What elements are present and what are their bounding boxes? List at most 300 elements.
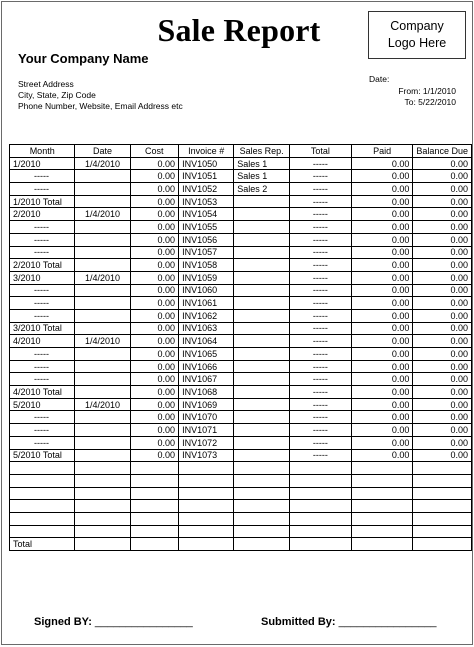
- company-address-block: [18, 79, 183, 112]
- contact-info: Phone Number, Website, Email Address etc: [18, 101, 183, 111]
- date-cell: [75, 246, 130, 259]
- month-cell: -----: [10, 183, 75, 196]
- cost-cell: 0.00: [130, 424, 179, 437]
- month-cell: 4/2010: [10, 335, 75, 348]
- date-cell: [75, 221, 130, 234]
- total-cell: [290, 512, 352, 525]
- invoice-cell: INV1058: [179, 259, 234, 272]
- invoice-cell: INV1073: [179, 449, 234, 462]
- date-cell: [75, 360, 130, 373]
- balance-due-cell: 0.00: [413, 183, 472, 196]
- column-header: Balance Due: [413, 145, 472, 158]
- cost-cell: 0.00: [130, 233, 179, 246]
- month-cell: -----: [10, 373, 75, 386]
- month-cell: [10, 462, 75, 475]
- cost-cell: 0.00: [130, 386, 179, 399]
- table-row: [10, 538, 472, 551]
- submitted-by-field[interactable]: [261, 616, 437, 628]
- sales-rep-cell: [234, 525, 290, 538]
- invoice-cell: INV1050: [179, 157, 234, 170]
- date-cell: [75, 309, 130, 322]
- balance-due-cell: 0.00: [413, 335, 472, 348]
- balance-due-cell: 0.00: [413, 449, 472, 462]
- sales-rep-cell: [234, 474, 290, 487]
- company-name: Your Company Name: [18, 51, 149, 66]
- cost-cell: 0.00: [130, 259, 179, 272]
- sales-rep-cell: Sales 2: [234, 183, 290, 196]
- table-row: [10, 373, 472, 386]
- total-cell: -----: [290, 246, 352, 259]
- total-cell: [290, 462, 352, 475]
- total-cell: -----: [290, 208, 352, 221]
- sales-rep-cell: [234, 195, 290, 208]
- invoice-cell: INV1053: [179, 195, 234, 208]
- month-cell: 5/2010: [10, 398, 75, 411]
- sales-rep-cell: [234, 500, 290, 513]
- invoice-cell: INV1066: [179, 360, 234, 373]
- sales-table: [9, 144, 472, 551]
- table-row: [10, 284, 472, 297]
- invoice-cell: INV1069: [179, 398, 234, 411]
- sales-rep-cell: [234, 398, 290, 411]
- cost-cell: 0.00: [130, 221, 179, 234]
- company-logo-placeholder: [368, 11, 466, 59]
- sales-rep-cell: [234, 449, 290, 462]
- total-cell: [290, 525, 352, 538]
- total-cell: -----: [290, 309, 352, 322]
- balance-due-cell: 0.00: [413, 398, 472, 411]
- city-state-zip: City, State, Zip Code: [18, 90, 96, 100]
- cost-cell: [130, 487, 179, 500]
- balance-due-cell: 0.00: [413, 309, 472, 322]
- invoice-cell: [179, 512, 234, 525]
- paid-cell: 0.00: [351, 436, 413, 449]
- month-cell: -----: [10, 424, 75, 437]
- cost-cell: 0.00: [130, 284, 179, 297]
- sales-rep-cell: Sales 1: [234, 157, 290, 170]
- sales-rep-cell: [234, 538, 290, 551]
- paid-cell: [351, 538, 413, 551]
- cost-cell: 0.00: [130, 183, 179, 196]
- date-cell: [75, 322, 130, 335]
- month-cell: -----: [10, 436, 75, 449]
- sales-rep-cell: [234, 386, 290, 399]
- balance-due-cell: 0.00: [413, 297, 472, 310]
- total-cell: -----: [290, 398, 352, 411]
- total-cell: -----: [290, 183, 352, 196]
- table-row: [10, 195, 472, 208]
- date-cell: [75, 436, 130, 449]
- invoice-cell: [179, 500, 234, 513]
- table-row: [10, 398, 472, 411]
- invoice-cell: [179, 525, 234, 538]
- balance-due-cell: 0.00: [413, 360, 472, 373]
- balance-due-cell: 0.00: [413, 322, 472, 335]
- month-cell: -----: [10, 297, 75, 310]
- cost-cell: [130, 474, 179, 487]
- table-row: [10, 525, 472, 538]
- sales-rep-cell: [234, 208, 290, 221]
- cost-cell: 0.00: [130, 348, 179, 361]
- date-cell: [75, 500, 130, 513]
- invoice-cell: INV1057: [179, 246, 234, 259]
- total-cell: -----: [290, 360, 352, 373]
- paid-cell: 0.00: [351, 157, 413, 170]
- cost-cell: 0.00: [130, 411, 179, 424]
- month-cell: -----: [10, 284, 75, 297]
- sales-rep-cell: [234, 221, 290, 234]
- invoice-cell: [179, 487, 234, 500]
- table-row: [10, 322, 472, 335]
- date-cell: [75, 170, 130, 183]
- paid-cell: 0.00: [351, 398, 413, 411]
- signed-by-line[interactable]: ________________: [94, 616, 193, 628]
- invoice-cell: [179, 474, 234, 487]
- table-row: [10, 424, 472, 437]
- table-row: [10, 271, 472, 284]
- total-cell: -----: [290, 157, 352, 170]
- sales-rep-cell: [234, 259, 290, 272]
- total-cell: -----: [290, 170, 352, 183]
- sales-rep-cell: [234, 271, 290, 284]
- date-cell: 1/4/2010: [75, 157, 130, 170]
- table-row: [10, 335, 472, 348]
- total-cell: -----: [290, 373, 352, 386]
- cost-cell: 0.00: [130, 208, 179, 221]
- sales-rep-cell: [234, 322, 290, 335]
- cost-cell: 0.00: [130, 309, 179, 322]
- submitted-by-line[interactable]: ________________: [338, 616, 437, 628]
- paid-cell: 0.00: [351, 271, 413, 284]
- table-row: [10, 233, 472, 246]
- date-cell: [75, 386, 130, 399]
- logo-line-2: Logo Here: [387, 36, 447, 50]
- total-cell: -----: [290, 322, 352, 335]
- paid-cell: 0.00: [351, 208, 413, 221]
- column-header: Paid: [351, 145, 413, 158]
- sales-rep-cell: [234, 360, 290, 373]
- sales-rep-cell: [234, 373, 290, 386]
- balance-due-cell: 0.00: [413, 233, 472, 246]
- sales-rep-cell: [234, 284, 290, 297]
- sales-rep-cell: [234, 348, 290, 361]
- date-cell: [75, 487, 130, 500]
- invoice-cell: [179, 462, 234, 475]
- invoice-cell: INV1072: [179, 436, 234, 449]
- cost-cell: [130, 512, 179, 525]
- sales-rep-cell: [234, 424, 290, 437]
- paid-cell: 0.00: [351, 449, 413, 462]
- paid-cell: 0.00: [351, 360, 413, 373]
- sales-rep-cell: [234, 246, 290, 259]
- balance-due-cell: 0.00: [413, 208, 472, 221]
- month-cell: 3/2010: [10, 271, 75, 284]
- invoice-cell: INV1071: [179, 424, 234, 437]
- month-cell: -----: [10, 360, 75, 373]
- balance-due-cell: [413, 462, 472, 475]
- sales-rep-cell: [234, 436, 290, 449]
- month-cell: [10, 512, 75, 525]
- total-cell: [290, 487, 352, 500]
- date-cell: [75, 411, 130, 424]
- paid-cell: 0.00: [351, 259, 413, 272]
- cost-cell: [130, 538, 179, 551]
- date-cell: [75, 183, 130, 196]
- invoice-cell: INV1070: [179, 411, 234, 424]
- sales-rep-cell: [234, 335, 290, 348]
- date-cell: [75, 474, 130, 487]
- paid-cell: 0.00: [351, 424, 413, 437]
- invoice-cell: [179, 538, 234, 551]
- date-cell: [75, 462, 130, 475]
- cost-cell: 0.00: [130, 297, 179, 310]
- sales-rep-cell: [234, 462, 290, 475]
- paid-cell: [351, 500, 413, 513]
- balance-due-cell: 0.00: [413, 411, 472, 424]
- date-cell: [75, 449, 130, 462]
- month-cell: 2/2010 Total: [10, 259, 75, 272]
- balance-due-cell: 0.00: [413, 373, 472, 386]
- total-cell: -----: [290, 449, 352, 462]
- date-cell: [75, 373, 130, 386]
- month-cell: 1/2010 Total: [10, 195, 75, 208]
- paid-cell: 0.00: [351, 348, 413, 361]
- invoice-cell: INV1064: [179, 335, 234, 348]
- column-header: Date: [75, 145, 130, 158]
- date-to: To: 5/22/2010: [404, 97, 456, 107]
- paid-cell: 0.00: [351, 246, 413, 259]
- table-row: [10, 462, 472, 475]
- date-cell: [75, 538, 130, 551]
- date-cell: [75, 297, 130, 310]
- invoice-cell: INV1068: [179, 386, 234, 399]
- table-row: [10, 208, 472, 221]
- date-from: From: 1/1/2010: [398, 86, 456, 96]
- table-row: [10, 183, 472, 196]
- balance-due-cell: 0.00: [413, 348, 472, 361]
- cost-cell: 0.00: [130, 157, 179, 170]
- table-row: [10, 474, 472, 487]
- balance-due-cell: [413, 525, 472, 538]
- date-cell: [75, 525, 130, 538]
- balance-due-cell: 0.00: [413, 284, 472, 297]
- invoice-cell: INV1056: [179, 233, 234, 246]
- date-range: [398, 86, 456, 108]
- balance-due-cell: [413, 487, 472, 500]
- table-row: [10, 170, 472, 183]
- balance-due-cell: [413, 538, 472, 551]
- total-cell: -----: [290, 195, 352, 208]
- balance-due-cell: [413, 474, 472, 487]
- balance-due-cell: [413, 500, 472, 513]
- cost-cell: 0.00: [130, 360, 179, 373]
- table-row: [10, 500, 472, 513]
- total-cell: -----: [290, 221, 352, 234]
- month-cell: 1/2010: [10, 157, 75, 170]
- total-cell: -----: [290, 233, 352, 246]
- date-cell: [75, 233, 130, 246]
- table-row: [10, 360, 472, 373]
- total-cell: -----: [290, 424, 352, 437]
- signed-by-field[interactable]: [34, 616, 193, 628]
- sales-rep-cell: [234, 233, 290, 246]
- date-cell: [75, 512, 130, 525]
- invoice-cell: INV1059: [179, 271, 234, 284]
- date-cell: 1/4/2010: [75, 271, 130, 284]
- street-address: Street Address: [18, 79, 74, 89]
- month-cell: 4/2010 Total: [10, 386, 75, 399]
- date-label: Date:: [369, 74, 390, 84]
- total-cell: -----: [290, 436, 352, 449]
- paid-cell: 0.00: [351, 309, 413, 322]
- table-row: [10, 449, 472, 462]
- paid-cell: 0.00: [351, 284, 413, 297]
- date-cell: 1/4/2010: [75, 398, 130, 411]
- paid-cell: [351, 512, 413, 525]
- date-cell: 1/4/2010: [75, 335, 130, 348]
- sales-rep-cell: [234, 297, 290, 310]
- month-cell: -----: [10, 170, 75, 183]
- balance-due-cell: 0.00: [413, 271, 472, 284]
- month-cell: Total: [10, 538, 75, 551]
- paid-cell: 0.00: [351, 411, 413, 424]
- total-cell: -----: [290, 271, 352, 284]
- table-header-row: [10, 145, 472, 158]
- month-cell: -----: [10, 411, 75, 424]
- invoice-cell: INV1067: [179, 373, 234, 386]
- sales-rep-cell: [234, 512, 290, 525]
- table-body: [10, 157, 472, 550]
- date-cell: [75, 284, 130, 297]
- paid-cell: 0.00: [351, 233, 413, 246]
- total-cell: -----: [290, 284, 352, 297]
- cost-cell: 0.00: [130, 195, 179, 208]
- table-row: [10, 487, 472, 500]
- paid-cell: 0.00: [351, 170, 413, 183]
- month-cell: [10, 525, 75, 538]
- balance-due-cell: 0.00: [413, 170, 472, 183]
- submitted-by-label: Submitted By:: [261, 616, 336, 628]
- paid-cell: [351, 487, 413, 500]
- table-row: [10, 512, 472, 525]
- sales-rep-cell: Sales 1: [234, 170, 290, 183]
- month-cell: [10, 474, 75, 487]
- month-cell: [10, 500, 75, 513]
- invoice-cell: INV1054: [179, 208, 234, 221]
- cost-cell: 0.00: [130, 335, 179, 348]
- cost-cell: 0.00: [130, 398, 179, 411]
- signed-by-label: Signed BY:: [34, 616, 92, 628]
- total-cell: [290, 538, 352, 551]
- sales-rep-cell: [234, 309, 290, 322]
- table-row: [10, 411, 472, 424]
- table-row: [10, 386, 472, 399]
- month-cell: -----: [10, 348, 75, 361]
- month-cell: [10, 487, 75, 500]
- paid-cell: 0.00: [351, 335, 413, 348]
- table-row: [10, 436, 472, 449]
- invoice-cell: INV1051: [179, 170, 234, 183]
- table-row: [10, 157, 472, 170]
- table-row: [10, 221, 472, 234]
- total-cell: -----: [290, 386, 352, 399]
- month-cell: 3/2010 Total: [10, 322, 75, 335]
- table-row: [10, 297, 472, 310]
- date-cell: [75, 348, 130, 361]
- total-cell: -----: [290, 411, 352, 424]
- invoice-cell: INV1063: [179, 322, 234, 335]
- paid-cell: 0.00: [351, 373, 413, 386]
- sales-rep-cell: [234, 411, 290, 424]
- column-header: Invoice #: [179, 145, 234, 158]
- date-cell: [75, 424, 130, 437]
- balance-due-cell: 0.00: [413, 386, 472, 399]
- balance-due-cell: [413, 512, 472, 525]
- paid-cell: [351, 525, 413, 538]
- report-title: Sale Report: [157, 12, 321, 48]
- invoice-cell: INV1060: [179, 284, 234, 297]
- paid-cell: 0.00: [351, 221, 413, 234]
- cost-cell: [130, 462, 179, 475]
- table-row: [10, 259, 472, 272]
- date-cell: [75, 195, 130, 208]
- sales-rep-cell: [234, 487, 290, 500]
- date-cell: [75, 259, 130, 272]
- month-cell: 5/2010 Total: [10, 449, 75, 462]
- invoice-cell: INV1065: [179, 348, 234, 361]
- total-cell: [290, 474, 352, 487]
- balance-due-cell: 0.00: [413, 246, 472, 259]
- logo-line-1: Company: [390, 19, 444, 33]
- invoice-cell: INV1062: [179, 309, 234, 322]
- cost-cell: 0.00: [130, 170, 179, 183]
- cost-cell: 0.00: [130, 271, 179, 284]
- total-cell: -----: [290, 259, 352, 272]
- month-cell: -----: [10, 233, 75, 246]
- month-cell: 2/2010: [10, 208, 75, 221]
- table-row: [10, 246, 472, 259]
- paid-cell: [351, 462, 413, 475]
- month-cell: -----: [10, 309, 75, 322]
- cost-cell: 0.00: [130, 246, 179, 259]
- paid-cell: 0.00: [351, 322, 413, 335]
- paid-cell: 0.00: [351, 195, 413, 208]
- month-cell: -----: [10, 246, 75, 259]
- cost-cell: 0.00: [130, 322, 179, 335]
- column-header: Cost: [130, 145, 179, 158]
- total-cell: [290, 500, 352, 513]
- table-row: [10, 348, 472, 361]
- balance-due-cell: 0.00: [413, 259, 472, 272]
- cost-cell: [130, 525, 179, 538]
- date-cell: 1/4/2010: [75, 208, 130, 221]
- balance-due-cell: 0.00: [413, 221, 472, 234]
- cost-cell: [130, 500, 179, 513]
- total-cell: -----: [290, 335, 352, 348]
- paid-cell: 0.00: [351, 183, 413, 196]
- month-cell: -----: [10, 221, 75, 234]
- sale-report-page: [1, 1, 473, 645]
- cost-cell: 0.00: [130, 373, 179, 386]
- balance-due-cell: 0.00: [413, 424, 472, 437]
- paid-cell: 0.00: [351, 386, 413, 399]
- column-header: Month: [10, 145, 75, 158]
- paid-cell: [351, 474, 413, 487]
- cost-cell: 0.00: [130, 449, 179, 462]
- invoice-cell: INV1061: [179, 297, 234, 310]
- cost-cell: 0.00: [130, 436, 179, 449]
- column-header: Sales Rep.: [234, 145, 290, 158]
